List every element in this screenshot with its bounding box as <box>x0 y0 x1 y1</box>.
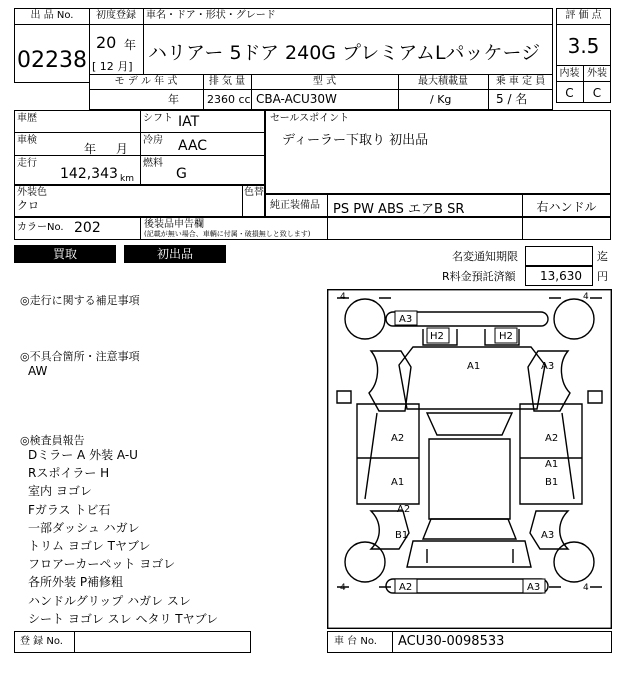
damage-mark: B1 <box>545 477 559 488</box>
right-front-fender <box>528 351 570 411</box>
mirrors <box>337 391 602 403</box>
capacity-value: 5 / 名 <box>496 92 528 106</box>
corner-label-fr: 4 <box>583 292 589 302</box>
shift-value: IAT <box>178 114 200 130</box>
exterior-grade: C <box>592 86 602 100</box>
hood <box>399 347 545 409</box>
first-listing-button[interactable]: 初出品 <box>124 245 226 263</box>
corner-label-rr: 4 <box>583 583 589 593</box>
purchase-button[interactable]: 買取 <box>14 245 116 263</box>
capacity-label: 乗 車 定 員 <box>495 76 546 87</box>
color-no-label: カラーNo. <box>17 222 64 233</box>
wheel-rear-right <box>554 542 594 582</box>
damage-mark: A1 <box>391 477 405 488</box>
recycle-value: 13,630 <box>540 269 582 283</box>
chassis-value: ACU30-0098533 <box>398 634 505 649</box>
ext-color-value: クロ <box>17 199 39 212</box>
damage-mark: A2 <box>397 504 411 515</box>
exterior-label: 外装 <box>587 68 607 79</box>
mileage-label: 走行 <box>17 158 37 169</box>
first-reg-month: [ 12 月] <box>92 60 133 73</box>
inspector-line: 一部ダッシュ ハガレ <box>28 520 140 535</box>
corner-label-fl: 4 <box>340 292 346 302</box>
damage-mark: H2 <box>430 331 444 342</box>
grade-label: 評 価 点 <box>565 10 602 21</box>
damage-mark: B1 <box>395 530 409 541</box>
vehicle-name: ハリアー 5ドア 240G プレミアムLパッケージ <box>148 42 541 64</box>
windshield <box>427 413 512 435</box>
model-label: 型 式 <box>312 76 337 87</box>
first-reg-year: 20 <box>96 33 117 52</box>
wheel-front-right <box>554 299 594 339</box>
mileage-value: 142,343 <box>60 166 118 182</box>
listing-no-label: 出 品 No. <box>30 10 74 21</box>
inspector-line: ハンドルグリップ ハガレ スレ <box>28 593 191 608</box>
first-reg-year-unit: 年 <box>124 38 137 52</box>
left-front-fender <box>369 351 411 411</box>
fuel-label: 燃料 <box>143 158 163 169</box>
color-no-value: 202 <box>74 220 101 236</box>
vehicle-desc-label: 車名・ドア・形状・グレード <box>146 10 276 21</box>
interior-label: 内装 <box>559 68 580 79</box>
sales-point-value: ディーラー下取り 初出品 <box>282 133 429 148</box>
model-year-unit: 年 <box>168 93 179 106</box>
damage-mark: A3 <box>399 314 413 325</box>
car-condition-diagram <box>327 289 612 629</box>
damage-mark: A3 <box>541 530 555 541</box>
inspector-line: Rスポイラー H <box>28 466 110 481</box>
sales-point-label: セールスポイント <box>270 113 350 124</box>
reg-no-label: 登 録 No. <box>20 636 63 647</box>
max-load-value: / Kg <box>430 93 452 106</box>
mileage-unit: km <box>120 174 134 184</box>
first-reg-label: 初度登録 <box>96 10 136 21</box>
defects-value: AW <box>28 364 48 378</box>
inspector-report-lines <box>28 446 218 628</box>
recycle-unit: 円 <box>597 270 608 283</box>
damage-mark: A1 <box>467 361 481 372</box>
defects-label: ◎不具合箇所・注意事項 <box>20 350 140 363</box>
ext-color-box <box>14 185 265 217</box>
damage-mark: A3 <box>527 582 541 593</box>
ac-value: AAC <box>178 138 208 154</box>
name-change-label: 名変通知期限 <box>452 250 518 263</box>
damage-mark: H2 <box>499 331 513 342</box>
damage-mark: A2 <box>545 433 559 444</box>
inspector-line: フロアーカーペット ヨゴレ <box>28 557 176 572</box>
color-change-label: 色替 <box>244 187 264 198</box>
grade-value: 3.5 <box>567 34 600 58</box>
inspector-line: トリム ヨゴレ Tヤブレ <box>28 539 151 554</box>
inspector-line: シート ヨゴレ スレ ヘタリ Tヤブレ <box>28 611 219 626</box>
damage-mark: A2 <box>391 433 405 444</box>
wheel-front-left <box>345 299 385 339</box>
wheel-rear-left <box>345 542 385 582</box>
displacement-label: 排 気 量 <box>208 76 246 87</box>
chassis-label: 車 台 No. <box>334 636 377 647</box>
equipment-value: PS PW ABS エアB SR <box>333 202 465 217</box>
inspector-line: Dミラー A 外装 A-U <box>28 448 138 462</box>
aftermarket-label: 後装品申告欄 <box>144 219 204 230</box>
color-no-row <box>14 217 611 240</box>
ac-label: 冷房 <box>143 135 163 146</box>
name-change-box <box>525 246 593 266</box>
driving-notes-label: ◎走行に関する補足事項 <box>20 294 140 307</box>
shift-label: シフト <box>143 113 173 124</box>
damage-mark: A2 <box>399 582 413 593</box>
inspector-line: 各所外装 P補修粗 <box>28 575 124 590</box>
steering-value: 右ハンドル <box>536 200 597 214</box>
corner-label-rl: 4 <box>340 583 346 593</box>
damage-mark: A1 <box>545 459 559 470</box>
name-change-unit: 迄 <box>597 250 608 263</box>
aftermarket-note: (記載が無い場合、車輌に付属・破損無しと致します) <box>144 230 311 238</box>
damage-mark: A3 <box>541 361 555 372</box>
history-label: 車歴 <box>17 113 37 124</box>
inspection-label: 車検 <box>17 135 37 146</box>
model-value: CBA-ACU30W <box>256 92 337 106</box>
roof <box>429 439 510 519</box>
displacement-value: 2360 cc <box>207 93 251 106</box>
model-year-label: モ デ ル 年 式 <box>114 76 178 87</box>
ext-color-label: 外装色 <box>17 187 47 198</box>
interior-grade: C <box>565 86 574 100</box>
fuel-value: G <box>176 166 187 182</box>
inspector-line: Fガラス トビ石 <box>28 502 111 517</box>
rear-window <box>423 519 516 539</box>
equipment-label: 純正装備品 <box>270 200 320 211</box>
recycle-label: R料金預託済額 <box>442 270 516 283</box>
listing-no: 02238 <box>17 48 87 73</box>
inspection-value: 年 月 <box>84 142 128 156</box>
max-load-label: 最大積載量 <box>418 76 468 87</box>
inspector-line: 室内 ヨゴレ <box>28 484 92 499</box>
inspector-report-label: ◎検査員報告 <box>20 434 85 447</box>
